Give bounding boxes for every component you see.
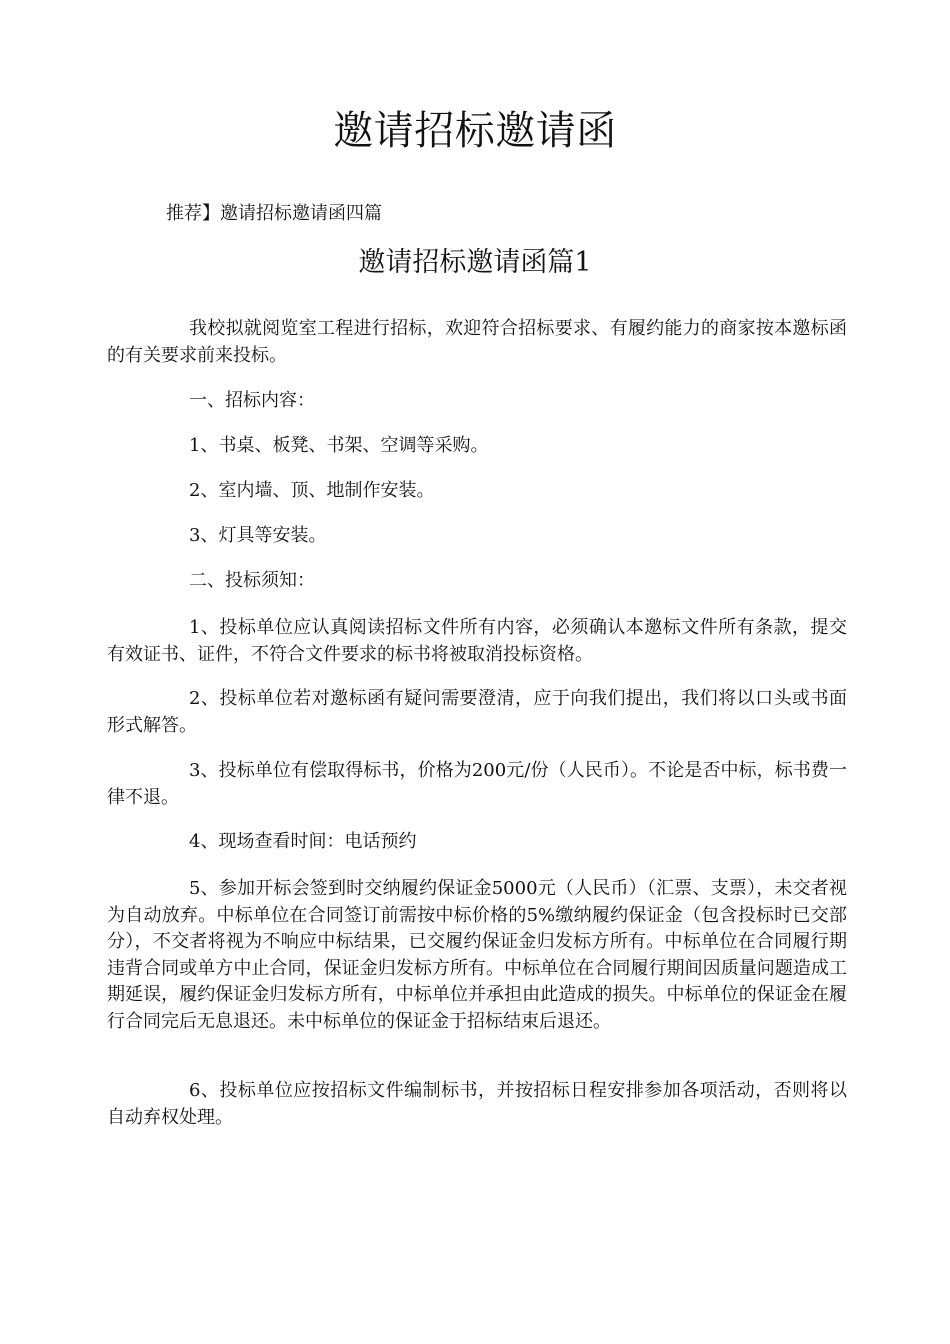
list-item: 3、投标单位有偿取得标书，价格为200元/份（人民币）。不论是否中标，标书费一律不退。 <box>107 760 847 808</box>
list-item: 4、现场查看时间：电话预约 <box>189 831 417 852</box>
list-item: 2、室内墙、顶、地制作安装。 <box>189 480 435 501</box>
paragraph-intro: 我校拟就阅览室工程进行招标，欢迎符合招标要求、有履约能力的商家按本邀标函的有关要求前来投标。 <box>107 318 847 366</box>
heading-bid-notice: 二、投标须知： <box>189 570 315 591</box>
list-item: 3、灯具等安装。 <box>189 525 327 546</box>
list-item: 5、参加开标会签到时交纳履约保证金5000元（人民币）（汇票、支票），未交者视为自动放弃。中标单位在合同签订前需按中标价格的5%缴纳履约保证金（包含投标时已交部分），不交者将视为不响应中标结果，已交履约保证金归发标方所有。中标单位在合同履行期违背合同或单方中止合同，保证金归发标方所有。中标单位在合同履行期间因质量问题造成工期延误，履约保证金归发标方所有，中标单位并承担由此造成的损失。中标单位的保证金在履行合同完后无息退还。未中标单位的保证金于招标结束后退还。 <box>107 878 847 1032</box>
list-item: 6、投标单位应按招标文件编制标书，并按招标日程安排参加各项活动，否则将以自动弃权处理。 <box>107 1080 847 1128</box>
heading-bid-content: 一、招标内容： <box>189 390 315 411</box>
list-item: 1、投标单位应认真阅读招标文件所有内容，必须确认本邀标文件所有条款，提交有效证书、证件，不符合文件要求的标书将被取消投标资格。 <box>107 617 847 665</box>
list-item: 1、书桌、板凳、书架、空调等采购。 <box>189 435 489 456</box>
document-title: 邀请招标邀请函 <box>333 108 617 154</box>
list-item: 2、投标单位若对邀标函有疑问需要澄清，应于向我们提出，我们将以口头或书面形式解答。 <box>107 688 847 736</box>
recommend-line: 推荐】邀请招标邀请函四篇 <box>166 203 382 224</box>
section-title: 邀请招标邀请函篇1 <box>358 247 592 278</box>
